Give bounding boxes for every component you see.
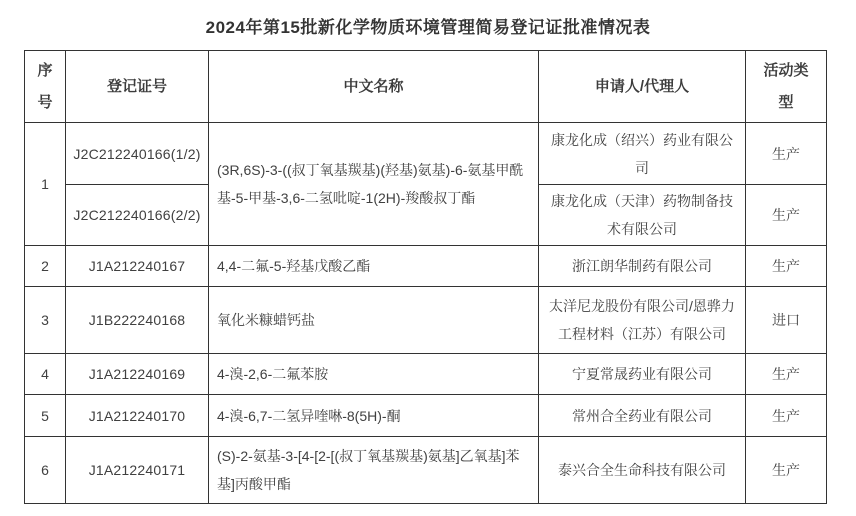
cell-cert: J2C212240166(1/2) [66, 123, 209, 185]
cell-activity: 生产 [746, 246, 827, 287]
cell-applicant: 浙江朗华制药有限公司 [539, 246, 746, 287]
col-header-applicant: 申请人/代理人 [539, 51, 746, 123]
table-row [25, 395, 827, 437]
cell-name: (S)-2-氨基-3-[4-[2-[(叔丁氧基羰基)氨基]乙氧基]苯基]丙酸甲酯 [209, 437, 539, 504]
cell-applicant: 康龙化成（天津）药物制备技术有限公司 [539, 185, 746, 246]
col-header-activity: 活动类型 [746, 51, 827, 123]
approval-table [24, 50, 827, 504]
cell-name: 4-溴-6,7-二氢异喹啉-8(5H)-酮 [209, 395, 539, 437]
table-row [25, 437, 827, 504]
cell-activity: 进口 [746, 287, 827, 354]
cell-cert: J1A212240169 [66, 354, 209, 395]
cell-activity: 生产 [746, 437, 827, 504]
page-title: 2024年第15批新化学物质环境管理简易登记证批准情况表 [205, 18, 651, 37]
cell-no: 5 [25, 395, 66, 437]
cell-name: (3R,6S)-3-((叔丁氧基羰基)(羟基)氨基)-6-氨基甲酰基-5-甲基-3,6-二氢吡啶-1(2H)-羧酸叔丁酯 [209, 123, 539, 246]
cell-name: 氧化米糠蜡钙盐 [209, 287, 539, 354]
table-row [25, 123, 827, 185]
cell-cert: J1B222240168 [66, 287, 209, 354]
cell-activity: 生产 [746, 185, 827, 246]
table-row [25, 287, 827, 354]
cell-applicant: 太洋尼龙股份有限公司/恩骅力工程材料（江苏）有限公司 [539, 287, 746, 354]
col-header-cert: 登记证号 [66, 51, 209, 123]
cell-activity: 生产 [746, 123, 827, 185]
cell-no: 2 [25, 246, 66, 287]
cell-cert: J1A212240170 [66, 395, 209, 437]
cell-applicant: 泰兴合全生命科技有限公司 [539, 437, 746, 504]
cell-name: 4,4-二氟-5-羟基戊酸乙酯 [209, 246, 539, 287]
cell-no: 6 [25, 437, 66, 504]
cell-applicant: 常州合全药业有限公司 [539, 395, 746, 437]
col-header-no: 序号 [25, 51, 66, 123]
cell-applicant: 康龙化成（绍兴）药业有限公司 [539, 123, 746, 185]
cell-cert: J1A212240167 [66, 246, 209, 287]
table-row [25, 354, 827, 395]
cell-no: 1 [25, 123, 66, 246]
cell-no: 4 [25, 354, 66, 395]
col-header-name: 中文名称 [209, 51, 539, 123]
table-row [25, 246, 827, 287]
cell-cert: J1A212240171 [66, 437, 209, 504]
cell-activity: 生产 [746, 395, 827, 437]
cell-activity: 生产 [746, 354, 827, 395]
cell-no: 3 [25, 287, 66, 354]
cell-applicant: 宁夏常晟药业有限公司 [539, 354, 746, 395]
cell-name: 4-溴-2,6-二氟苯胺 [209, 354, 539, 395]
cell-cert: J2C212240166(2/2) [66, 185, 209, 246]
header-row [25, 51, 827, 123]
